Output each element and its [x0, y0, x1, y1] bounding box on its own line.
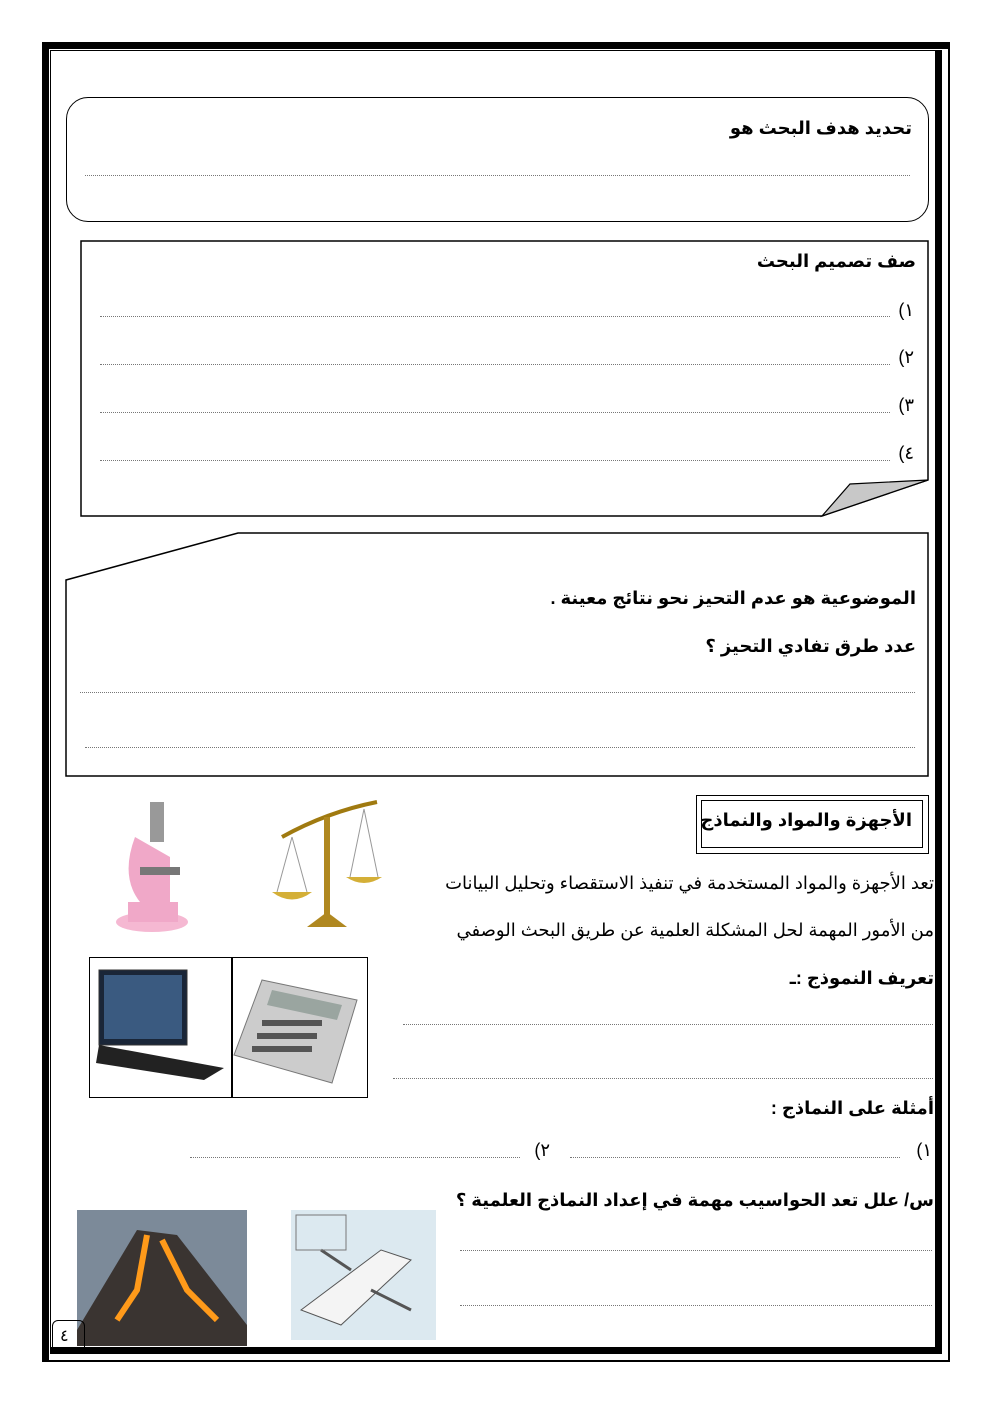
answer-line[interactable] — [570, 1157, 900, 1158]
computers-question: س/ علل تعد الحواسيب مهمة في إعداد النماذج العلمية ؟ — [455, 1190, 934, 1210]
answer-line[interactable] — [460, 1305, 932, 1306]
paragraph-line: من الأمور المهمة لحل المشكلة العلمية عن طريق البحث الوصفي — [456, 920, 934, 940]
answer-line[interactable] — [80, 692, 915, 693]
answer-line[interactable] — [460, 1250, 932, 1251]
item-label: ٤) — [898, 443, 914, 463]
section-heading: الأجهزة والمواد والنماذج — [700, 810, 912, 830]
research-goal-title: تحديد هدف البحث هو — [729, 118, 912, 138]
answer-line[interactable] — [85, 747, 915, 748]
answer-line[interactable] — [100, 316, 890, 317]
research-design-title: صف تصميم البحث — [756, 251, 916, 271]
answer-line[interactable] — [393, 1078, 933, 1079]
laptop-image — [94, 968, 228, 1083]
volcano-model-image — [77, 1210, 247, 1346]
answer-line[interactable] — [100, 364, 890, 365]
examples-label: أمثلة على النماذج : — [770, 1098, 934, 1118]
item-label: ١) — [898, 300, 914, 320]
answer-line[interactable] — [85, 175, 910, 176]
objectivity-statement: الموضوعية هو عدم التحيز نحو نتائج معينة . — [550, 588, 916, 608]
model-definition-label: تعريف النموذج :ـ — [789, 968, 934, 988]
balance-scale-image — [272, 797, 382, 937]
item-label: ٣) — [898, 395, 914, 415]
answer-line[interactable] — [190, 1157, 520, 1158]
example-label: ٢) — [534, 1140, 550, 1160]
calculator-image — [232, 975, 364, 1090]
paragraph-line: تعد الأجهزة والمواد المستخدمة في تنفيذ الاستقصاء وتحليل البيانات — [445, 873, 934, 893]
item-label: ٢) — [898, 347, 914, 367]
answer-line[interactable] — [100, 412, 890, 413]
example-label: ١) — [916, 1140, 932, 1160]
airplane-model-image — [291, 1210, 436, 1340]
research-design-box — [80, 240, 930, 518]
answer-line[interactable] — [100, 460, 890, 461]
research-goal-box — [66, 97, 929, 222]
answer-line[interactable] — [403, 1024, 933, 1025]
page-number: ٤ — [60, 1328, 69, 1345]
bias-question: عدد طرق تفادي التحيز ؟ — [705, 636, 916, 656]
microscope-image — [110, 797, 195, 937]
